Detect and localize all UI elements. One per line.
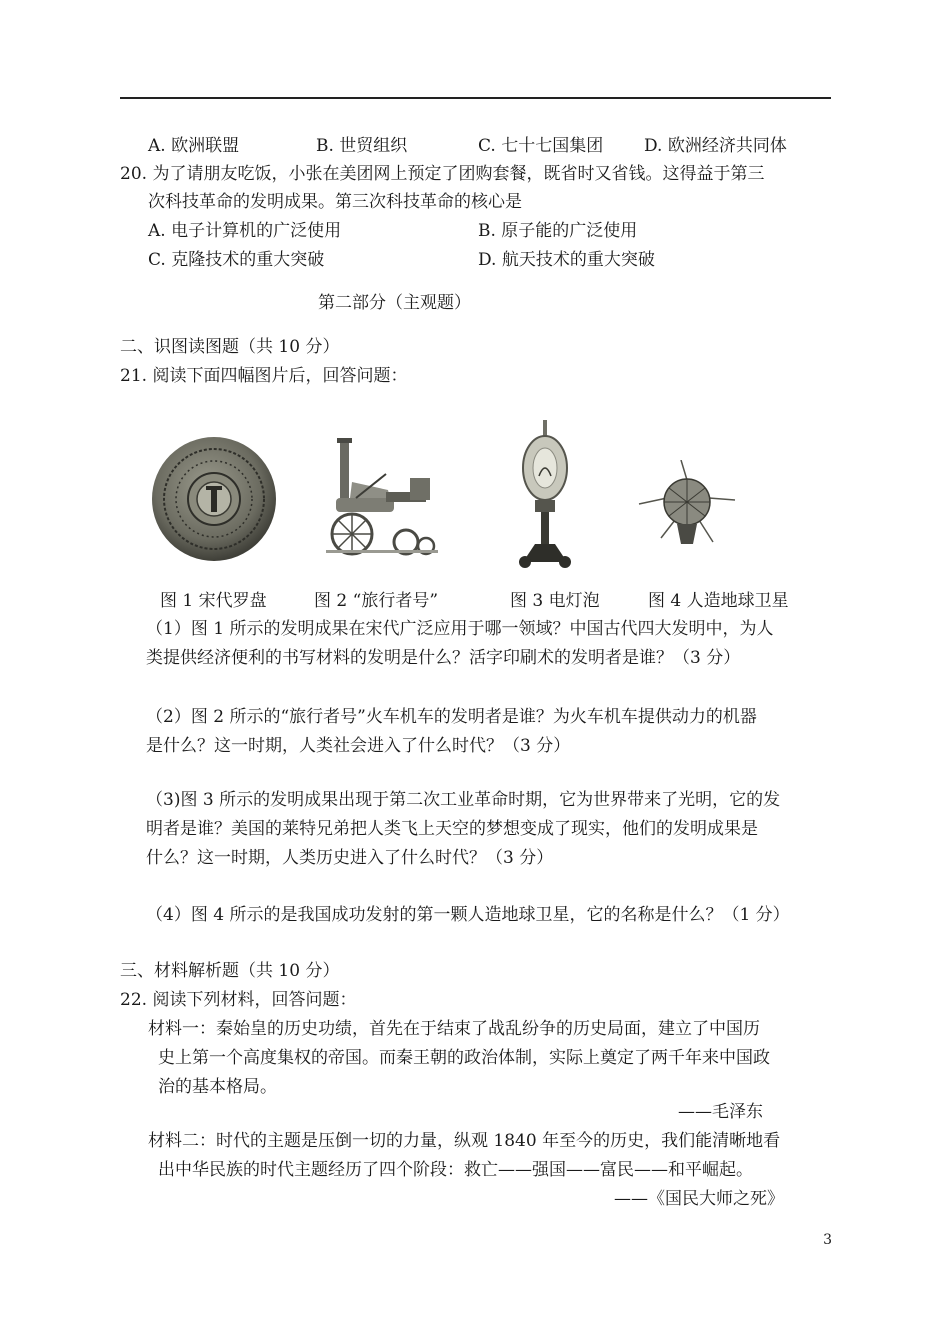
material1-line3: 治的基本格局。 <box>158 1077 277 1097</box>
light-bulb-image <box>513 420 577 570</box>
q21-sub1-line1: （1）图 1 所示的发明成果在宋代广泛应用于哪一领域？中国古代四大发明中，为人 <box>146 619 774 639</box>
q21-stem: 21. 阅读下面四幅图片后，回答问题： <box>120 366 408 386</box>
q20-stem-line2: 次科技革命的发明成果。第三次科技革命的核心是 <box>148 192 522 212</box>
q20-option-b: B. 原子能的广泛使用 <box>478 221 638 241</box>
q21-sub3-line3: 什么？这一时期，人类历史进入了什么时代？（3 分） <box>146 848 554 868</box>
q20-option-a: A. 电子计算机的广泛使用 <box>148 221 342 241</box>
material1-source: ——毛泽东 <box>678 1102 763 1122</box>
q20-option-c: C. 克隆技术的重大突破 <box>148 250 325 270</box>
material2-line2: 出中华民族的时代主题经历了四个阶段：救亡——强国——富民——和平崛起。 <box>158 1160 753 1180</box>
section3-heading: 三、材料解析题（共 10 分） <box>120 961 340 981</box>
section2-heading: 二、识图读图题（共 10 分） <box>120 337 340 357</box>
q21-sub2-line2: 是什么？这一时期，人类社会进入了什么时代？（3 分） <box>146 736 571 756</box>
satellite-image <box>637 460 737 552</box>
q20-option-d: D. 航天技术的重大突破 <box>478 250 655 270</box>
q19-option-b: B. 世贸组织 <box>316 136 408 156</box>
q19-option-d: D. 欧洲经济共同体 <box>644 136 787 156</box>
material2-line1: 材料二：时代的主题是压倒一切的力量，纵观 1840 年至今的历史，我们能清晰地看 <box>148 1131 781 1151</box>
q20-stem-line1: 20. 为了请朋友吃饭，小张在美团网上预定了团购套餐，既省时又省钱。这得益于第三 <box>120 164 765 184</box>
figure2-caption: 图 2 “旅行者号” <box>314 591 439 611</box>
part2-title: 第二部分（主观题） <box>318 293 471 313</box>
material2-source: ——《国民大师之死》 <box>614 1189 784 1209</box>
compass-image <box>151 436 277 562</box>
q21-sub3-line2: 明者是谁？美国的莱特兄弟把人类飞上天空的梦想变成了现实，他们的发明成果是 <box>146 819 758 839</box>
page-number: 3 <box>823 1232 832 1248</box>
figure1-caption: 图 1 宋代罗盘 <box>160 591 267 611</box>
material1-line2: 史上第一个高度集权的帝国。而秦王朝的政治体制，实际上奠定了两千年来中国政 <box>158 1048 770 1068</box>
figure4-caption: 图 4 人造地球卫星 <box>648 591 789 611</box>
header-rule <box>120 97 831 99</box>
locomotive-image <box>326 438 438 558</box>
q22-stem: 22. 阅读下列材料，回答问题： <box>120 990 357 1010</box>
figure3-caption: 图 3 电灯泡 <box>510 591 600 611</box>
q21-sub1-line2: 类提供经济便利的书写材料的发明是什么？活字印刷术的发明者是谁？（3 分） <box>146 648 741 668</box>
q21-sub3-line1: （3)图 3 所示的发明成果出现于第二次工业革命时期，它为世界带来了光明，它的发 <box>146 790 781 810</box>
material1-line1: 材料一：秦始皇的历史功绩，首先在于结束了战乱纷争的历史局面，建立了中国历 <box>148 1019 760 1039</box>
q21-sub4-line1: （4）图 4 所示的是我国成功发射的第一颗人造地球卫星，它的名称是什么？（1 分） <box>146 905 790 925</box>
q19-option-c: C. 七十七国集团 <box>478 136 604 156</box>
q21-sub2-line1: （2）图 2 所示的“旅行者号”火车机车的发明者是谁？为火车机车提供动力的机器 <box>146 707 757 727</box>
q19-option-a: A. 欧洲联盟 <box>148 136 240 156</box>
